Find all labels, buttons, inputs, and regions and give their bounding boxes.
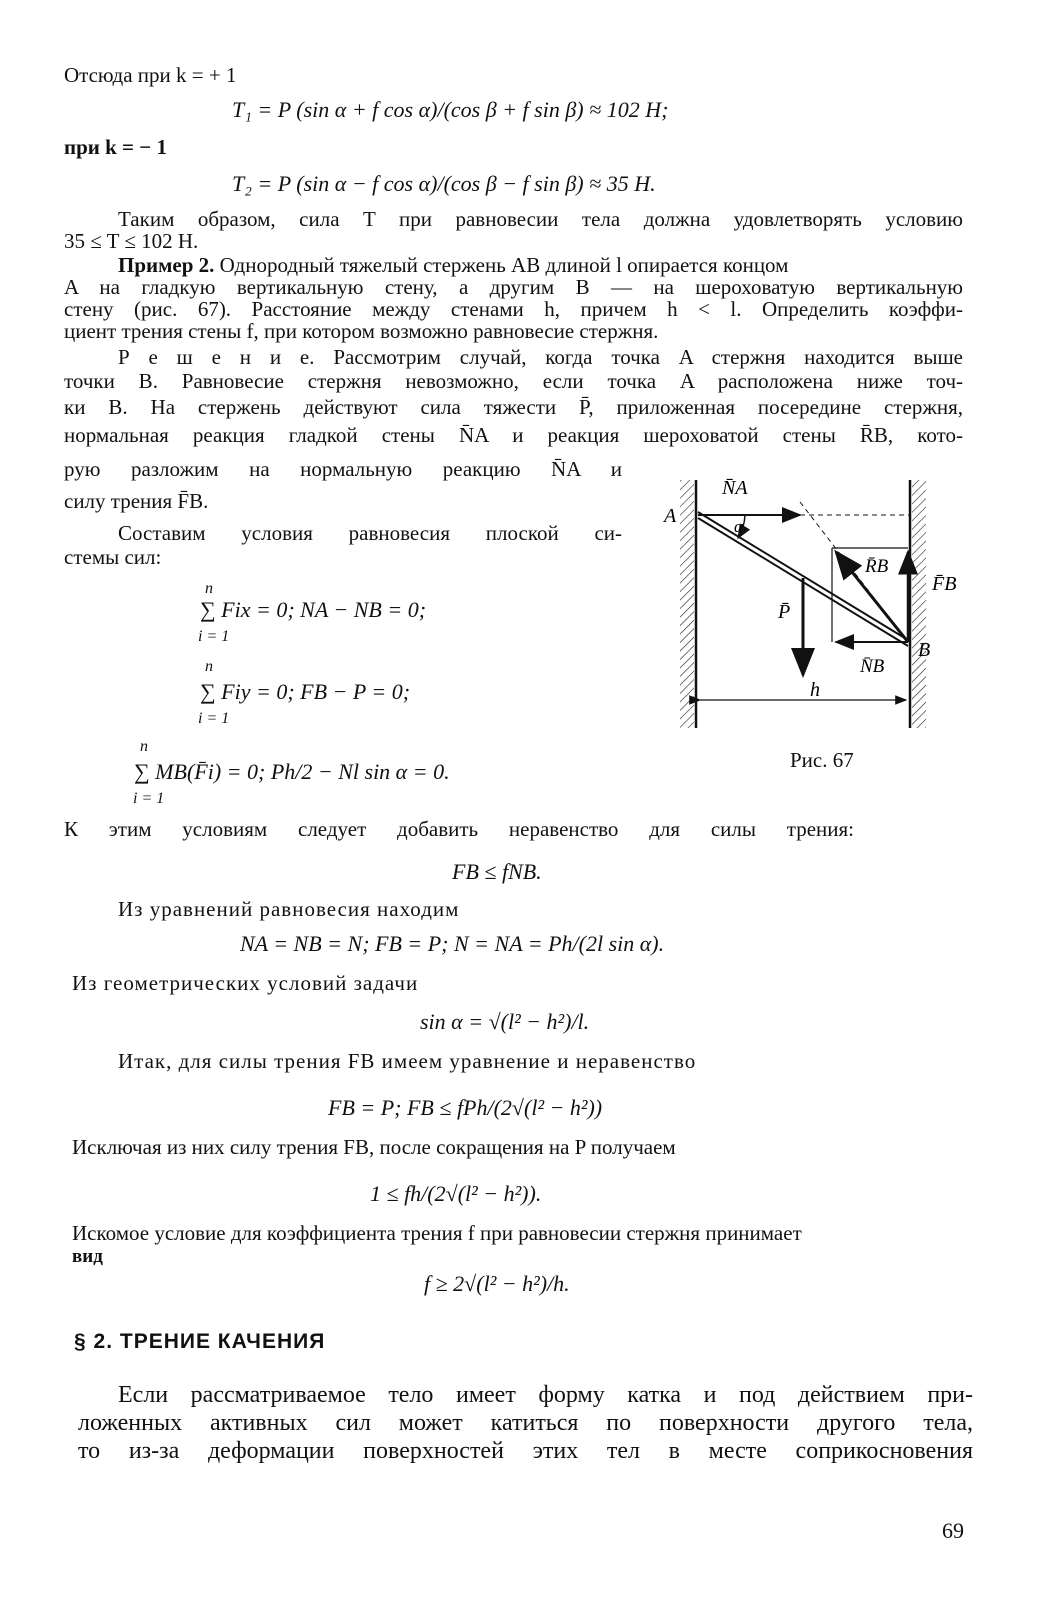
paragraph-line: ки B. На стержень действуют сила тяжести P̄, приложенная посередине стержня, xyxy=(64,395,963,419)
paragraph-line: силу трения F̄B. xyxy=(64,489,209,513)
paragraph-line: циент трения стены f, при котором возможно равновесие стержня. xyxy=(64,319,659,343)
paragraph-line: Р е ш е н и е. Рассмотрим случай, когда точка A стержня находится выше xyxy=(118,345,963,369)
text-line: при k = − 1 xyxy=(64,135,167,159)
label-rb: R̄B xyxy=(865,556,889,577)
right-wall-hatching xyxy=(912,480,926,728)
label-b: B xyxy=(918,639,931,661)
paragraph-line: стену (рис. 67). Расстояние между стенами h, причем h < l. Определить коэффи- xyxy=(64,297,963,321)
paragraph-line: Таким образом, сила T при равновесии тела должна удовлетворять условию xyxy=(118,207,963,231)
sum-upper: n xyxy=(140,738,148,755)
equation-fb: FB = P; FB ≤ fPh/(2√(l² − h²)) xyxy=(328,1095,603,1120)
equation-t1: T₁ = P (sin α + f cos α)/(cos β + f sin β) ≈ 102 Н; xyxy=(232,97,669,122)
text-line: Отсюда при k = + 1 xyxy=(64,63,237,87)
label-na: N̄A xyxy=(722,477,748,499)
example-text: Однородный тяжелый стержень AB длиной l опирается концом xyxy=(214,253,789,277)
sum-lower: i = 1 xyxy=(198,710,230,727)
body-line: то из-за деформации поверхностей этих тел в месте соприкосновения xyxy=(78,1438,973,1464)
paragraph-line: нормальная реакция гладкой стены N̄A и реакция шероховатой стены R̄B, кото- xyxy=(64,423,963,447)
equation-sum-x: ∑ Fix = 0; NA − NB = 0; xyxy=(200,597,427,622)
label-alpha: α xyxy=(734,517,743,536)
paragraph-line: вид xyxy=(72,1246,103,1267)
paragraph-line: К этим условиям следует добавить неравенство для силы трения: xyxy=(64,817,854,841)
equation-fb-ineq: FB ≤ fNB. xyxy=(452,859,542,884)
equation-sum-y: ∑ Fiy = 0; FB − P = 0; xyxy=(200,679,411,704)
sum-lower: i = 1 xyxy=(198,628,230,645)
equation-moment: ∑ MB(F̄i) = 0; Ph/2 − Nl sin α = 0. xyxy=(134,759,450,784)
paragraph-line: Из геометрических условий задачи xyxy=(72,971,419,995)
paragraph-line: точки B. Равновесие стержня невозможно, если точка A расположена ниже точ- xyxy=(64,369,963,393)
paragraph-line: стемы сил: xyxy=(64,545,162,569)
figure-caption: Рис. 67 xyxy=(790,748,854,772)
example-label: Пример 2. xyxy=(118,253,215,277)
paragraph-line: 35 ≤ T ≤ 102 Н. xyxy=(64,229,199,253)
sum-upper: n xyxy=(205,580,213,597)
sum-lower: i = 1 xyxy=(133,790,165,807)
paragraph-line: Из уравнений равновесия находим xyxy=(118,897,460,921)
equation-t2: T₂ = P (sin α − f cos α)/(cos β − f sin β) ≈ 35 Н. xyxy=(232,171,656,196)
equation-result: 1 ≤ fh/(2√(l² − h²)). xyxy=(370,1181,542,1206)
section-heading: § 2. ТРЕНИЕ КАЧЕНИЯ xyxy=(74,1330,326,1353)
figure-67 xyxy=(650,460,957,735)
label-fb: F̄B xyxy=(932,573,957,595)
equation-final: f ≥ 2√(l² − h²)/h. xyxy=(424,1271,570,1296)
label-p: P̄ xyxy=(778,601,791,623)
paragraph-line: Итак, для силы трения FB имеем уравнение и неравенство xyxy=(118,1049,697,1073)
body-line: ложенных активных сил может катиться по поверхности другого тела, xyxy=(78,1410,973,1436)
equation-na: NA = NB = N; FB = P; N = NA = Ph/(2l sin α). xyxy=(240,931,665,956)
paragraph-line: Исключая из них силу трения FB, после сокращения на P получаем xyxy=(72,1135,676,1159)
left-wall-hatching xyxy=(680,480,694,728)
paragraph-line: A на гладкую вертикальную стену, а другим B — на шероховатую вертикальную xyxy=(64,275,963,299)
label-a: A xyxy=(664,505,677,527)
sum-upper: n xyxy=(205,658,213,675)
body-line: Если рассматриваемое тело имеет форму катка и под действием при- xyxy=(118,1382,973,1408)
paragraph-line: Составим условия равновесия плоской си- xyxy=(118,521,622,545)
label-h: h xyxy=(810,679,820,701)
paragraph-line: Искомое условие для коэффициента трения f при равновесии стержня принимает xyxy=(72,1221,802,1245)
equation-sin: sin α = √(l² − h²)/l. xyxy=(420,1009,590,1034)
paragraph-line: рую разложим на нормальную реакцию N̄A и xyxy=(64,457,622,481)
label-nb: N̄B xyxy=(860,656,885,677)
page-number: 69 xyxy=(942,1518,964,1543)
